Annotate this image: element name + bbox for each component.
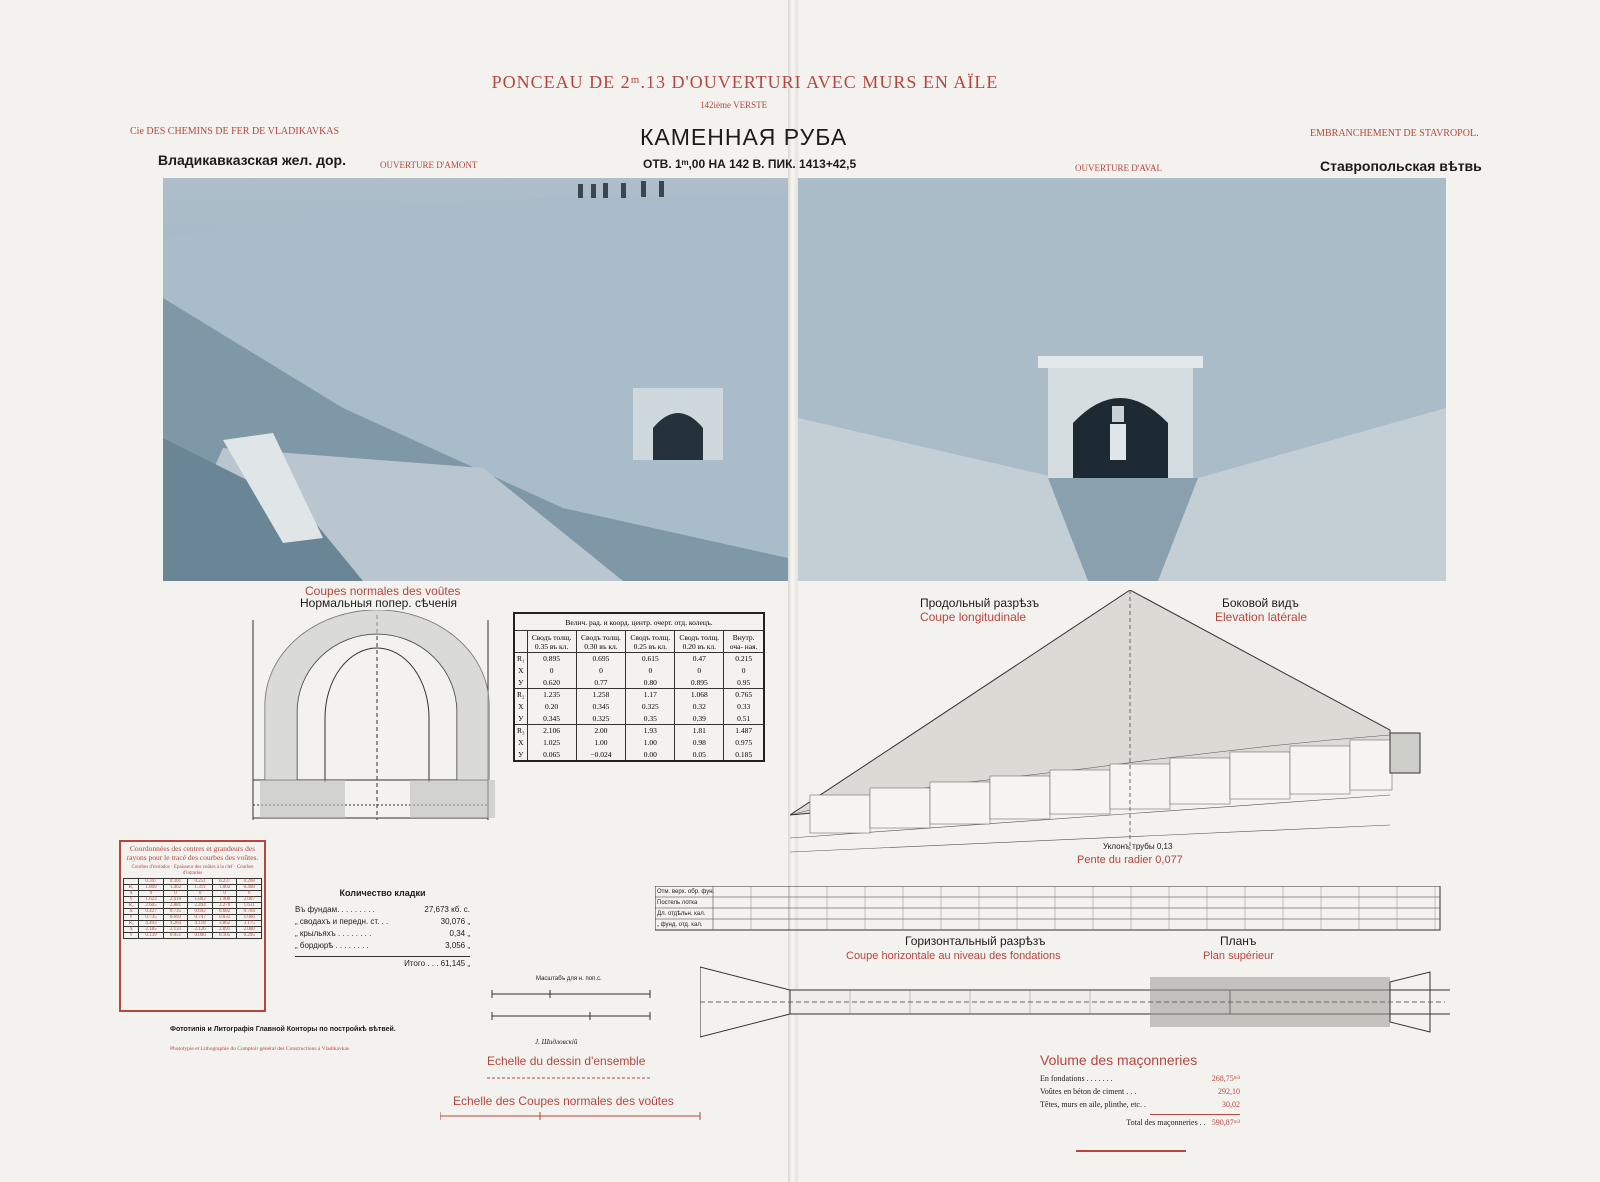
- coord-row-key: У: [514, 749, 527, 761]
- kladka-rows: [295, 904, 470, 952]
- red-table-col: 0.237: [212, 879, 237, 885]
- plan-ru: Планъ: [1220, 934, 1257, 948]
- red-table-cell: 2.881: [163, 903, 188, 909]
- red-table-cell: 0: [139, 891, 164, 897]
- red-table-cell: 1.462: [163, 885, 188, 891]
- red-table-cell: 0.105: [212, 933, 237, 939]
- red-table-col: 0.251: [188, 879, 213, 885]
- company-fr: Cie DES CHEMINS DE FER DE VLADIKAVKAS: [130, 126, 340, 137]
- printer-fr: Phototypie et Lithographie du Comptoir général des Constructions à Vladikavkas: [170, 1046, 350, 1052]
- coord-cell: 0.695: [576, 653, 626, 665]
- red-table-cell: X: [124, 891, 139, 897]
- red-table-cell: 0.427: [139, 909, 164, 915]
- coord-table-row: [514, 737, 764, 749]
- red-table-cell: R₃: [124, 921, 139, 927]
- red-table-cell: X: [124, 909, 139, 915]
- red-table-cell: 2.091: [212, 927, 237, 933]
- red-table-cell: 3.175: [237, 921, 262, 927]
- profile-table: [655, 886, 1445, 932]
- coord-cell: 1.025: [527, 737, 576, 749]
- red-table-col: 0.347: [139, 879, 164, 885]
- red-table-cell: 0.682: [212, 909, 237, 915]
- coord-cell: 1.258: [576, 689, 626, 701]
- coord-cell: 0.615: [626, 653, 675, 665]
- red-table-cell: 1.002: [212, 885, 237, 891]
- branch-ru: Ставропольская вѣтвь: [1320, 158, 1482, 174]
- red-table-cell: 1.809: [139, 885, 164, 891]
- plan-fr: Plan supérieur: [1203, 950, 1274, 962]
- kladka-value: 30,076 „: [440, 917, 470, 926]
- volume-total-row: [1040, 1118, 1240, 1127]
- verste-label: 142ième VERSTE: [700, 100, 768, 110]
- scale-bars: [490, 984, 655, 1034]
- red-table-cell: 0.295: [237, 933, 262, 939]
- red-coord-box: [119, 840, 266, 1012]
- kladka-total: Итого . . . 61,145 „: [295, 956, 470, 968]
- coupes-fr: Coupes normales des voûtes: [305, 584, 461, 598]
- red-table-cell: 2.126: [188, 927, 213, 933]
- coord-row-key: У: [514, 677, 527, 689]
- plan-drawing: [700, 962, 1450, 1042]
- coord-row-key: R₁: [514, 653, 527, 665]
- profile-labels: [657, 887, 714, 931]
- red-table-col: 0.208: [237, 879, 262, 885]
- coord-cell: 0.77: [576, 677, 626, 689]
- bottom-rule: [1076, 1150, 1186, 1152]
- coord-cell: 0.620: [527, 677, 576, 689]
- arch-section-drawing: [235, 610, 505, 825]
- coord-row-key: R₂: [514, 689, 527, 701]
- coord-cell: 0.185: [724, 749, 764, 761]
- kladka-label: „ сводахъ и передн. ст. . .: [295, 917, 389, 926]
- company-ru: Владикавказская жел. дор.: [158, 152, 346, 168]
- red-table-cell: 2.270: [212, 903, 237, 909]
- coord-cell: 2.00: [576, 725, 626, 737]
- photo-downstream-art: [798, 178, 1446, 581]
- red-table-col: 0.301: [163, 879, 188, 885]
- red-table-cell: 0.051: [163, 933, 188, 939]
- red-table-cell: Y: [124, 897, 139, 903]
- coord-cell: 0.765: [724, 689, 764, 701]
- longi-fr: Coupe longitudinale: [920, 610, 1027, 624]
- coord-col: Сводъ толщ. 0.35 въ кл.: [527, 631, 576, 653]
- coord-col: Сводъ толщ. 0.30 въ кл.: [576, 631, 626, 653]
- red-table-cell: 1.311: [188, 885, 213, 891]
- scale-coupes: Echelle des Coupes normales des voûtes: [453, 1094, 674, 1108]
- side-fr: Elevation latérale: [1215, 610, 1308, 624]
- kladka-block: [295, 888, 470, 968]
- horiz-ru: Горизонтальный разрѣзъ: [905, 934, 1046, 948]
- volume-value: 292,10: [1218, 1087, 1240, 1096]
- coord-cell: 0.20: [527, 701, 576, 713]
- branch-fr: EMBRANCHEMENT DE STAVROPOL.: [1310, 128, 1479, 139]
- volume-row: [1040, 1098, 1240, 1111]
- coord-cell: 0.39: [675, 713, 724, 725]
- coord-cell: 1.00: [626, 737, 675, 749]
- coord-table-body: [514, 653, 764, 761]
- volume-rule: [1150, 1114, 1240, 1115]
- coord-cell: 0.35: [626, 713, 675, 725]
- coord-table-row: [514, 653, 764, 665]
- coord-col: Сводъ толщ. 0.20 въ кл.: [675, 631, 724, 653]
- coord-cell: 1.81: [675, 725, 724, 737]
- red-table-cell: 0.692: [188, 909, 213, 915]
- coord-row-key: X: [514, 737, 527, 749]
- red-table-cell: 0.704: [237, 909, 262, 915]
- volume-total-label: Total des maçonneries . .: [1126, 1118, 1206, 1127]
- red-box-title: Coordonnées des centres et grandeurs des rayons pour le tracé des courbes des voûtes.: [126, 844, 259, 862]
- coord-table-row: [514, 689, 764, 701]
- coord-cell: −0.024: [576, 749, 626, 761]
- red-table-cell: 3.862: [212, 921, 237, 927]
- scale-coupes-bar: [440, 1110, 710, 1124]
- coord-cell: 0.33: [724, 701, 764, 713]
- coord-col: Внутр. оча- ная.: [724, 631, 764, 653]
- coord-cell: 0.325: [576, 713, 626, 725]
- scale-ensemble: Echelle du dessin d'ensemble: [487, 1054, 646, 1068]
- kladka-label: „ крыльяхъ . . . . . . . .: [295, 929, 372, 938]
- coord-table-row: [514, 725, 764, 737]
- volume-label: Voûtes en béton de ciment . . .: [1040, 1087, 1137, 1096]
- red-table-cell: 2.133: [163, 927, 188, 933]
- coord-table-row: [514, 713, 764, 725]
- red-table-cell: 4.264: [163, 921, 188, 927]
- red-table-cell: 2.007: [237, 897, 262, 903]
- longi-ru: Продольный разрѣзъ: [920, 596, 1040, 610]
- kladka-value: 3,056 „: [445, 941, 470, 950]
- coord-cell: 0.065: [527, 749, 576, 761]
- coord-cell: 1.487: [724, 725, 764, 737]
- coord-row-key: X: [514, 701, 527, 713]
- coord-cell: 0.345: [527, 713, 576, 725]
- coord-cell: 0.895: [675, 677, 724, 689]
- coord-cell: 1.17: [626, 689, 675, 701]
- coord-col: Сводъ толщ. 0.25 въ кл.: [626, 631, 675, 653]
- red-table-cell: 2.494: [188, 903, 213, 909]
- red-table-cell: X: [124, 927, 139, 933]
- red-table-cell: 0.693: [163, 915, 188, 921]
- coord-cell: 0: [724, 665, 764, 677]
- red-table-cell: 2.605: [139, 903, 164, 909]
- profile-label: „ фунд. отд. кал.: [657, 922, 703, 928]
- coord-cell: 1.235: [527, 689, 576, 701]
- signature: J. Шидловскій: [535, 1038, 578, 1046]
- kladka-label: „ бордюрѣ . . . . . . . .: [295, 941, 369, 950]
- coord-col-blank: [514, 631, 527, 653]
- red-table-cell: 2.185: [139, 927, 164, 933]
- red-table-cell: Y: [124, 933, 139, 939]
- volume-title: Volume des maçonneries: [1040, 1052, 1198, 1068]
- kladka-row: [295, 928, 470, 940]
- coord-cell: 1.93: [626, 725, 675, 737]
- ru-subtitle: ОТВ. 1ᵐ,00 НА 142 В. ПИК. 1413+42,5: [643, 157, 857, 171]
- red-table-cell: 0: [212, 891, 237, 897]
- photo-upstream-art: [163, 178, 788, 581]
- printer-ru: Фототипія и Литографія Главной Конторы по постройкѣ вѣтвей.: [170, 1026, 396, 1033]
- red-table-cell: 0.747: [188, 915, 213, 921]
- red-table-cell: 0.000: [188, 933, 213, 939]
- kladka-row: [295, 940, 470, 952]
- coord-table-header: Велич. рад. и коорд. центр. очерт. отд. колецъ.: [514, 613, 764, 631]
- red-table-cell: 0.832: [212, 915, 237, 921]
- kladka-row: [295, 916, 470, 928]
- main-title: PONCEAU DE 2ᵐ.13 D'OUVERTURI AVEC MURS EN AÏLE: [491, 72, 999, 92]
- coord-cell: 0.345: [576, 701, 626, 713]
- red-table-cell: 0.408: [237, 885, 262, 891]
- red-table-cell: R₁: [124, 885, 139, 891]
- coord-cell: 0: [576, 665, 626, 677]
- red-box-table: [123, 878, 262, 939]
- horiz-fr: Coupe horizontale au niveau des fondations: [846, 950, 1061, 962]
- coord-cell: 0.00: [626, 749, 675, 761]
- kladka-value: 0,34 „: [449, 929, 470, 938]
- profile-label: Дл. отдѣльн. кал.: [657, 911, 706, 917]
- red-table-cell: 0.735: [163, 909, 188, 915]
- upstream-label: OUVERTURE D'AMONT: [380, 160, 478, 170]
- downstream-label: OUVERTURE D'AVAL: [1075, 163, 1163, 173]
- red-table-cell: 2.610: [163, 897, 188, 903]
- coord-row-key: X: [514, 665, 527, 677]
- coord-cell: 0.51: [724, 713, 764, 725]
- coord-cell: 0.215: [724, 653, 764, 665]
- coord-cell: 0.05: [675, 749, 724, 761]
- red-table-cell: 1.900: [212, 897, 237, 903]
- side-ru: Боковой видъ: [1222, 596, 1299, 610]
- coord-cell: 0.895: [527, 653, 576, 665]
- coord-cell: 0.98: [675, 737, 724, 749]
- red-table-cell: 4.118: [188, 921, 213, 927]
- coupes-ru: Нормальныя попер. сѣченія: [300, 596, 458, 610]
- kladka-label: Въ фундам. . . . . . . . .: [295, 905, 375, 914]
- slope-fr: Pente du radier 0,077: [1077, 854, 1183, 866]
- coord-cell: 0.325: [626, 701, 675, 713]
- coord-table-row: [514, 677, 764, 689]
- coord-cell: 1.068: [675, 689, 724, 701]
- coord-cell: 0: [675, 665, 724, 677]
- kladka-value: 27,673 кб. с.: [424, 905, 470, 914]
- coord-cell: 2.106: [527, 725, 576, 737]
- coord-cell: 0.47: [675, 653, 724, 665]
- red-table-cell: 0.139: [139, 933, 164, 939]
- coord-cell: 0.975: [724, 737, 764, 749]
- longitudinal-section: [790, 590, 1450, 860]
- volume-value: 30,02: [1222, 1100, 1240, 1109]
- scale-ensemble-bar: [487, 1072, 657, 1084]
- volume-row: [1040, 1072, 1240, 1085]
- red-table-cell: 0: [163, 891, 188, 897]
- profile-label: Постель лотка: [657, 900, 698, 906]
- coord-row-key: У: [514, 713, 527, 725]
- slope-ru: Уклонъ трубы 0,13: [1103, 842, 1173, 851]
- red-box-sub: Courbes d'extrados · Epaisseur des voûtes à la clef · Courbes d'intrados: [131, 865, 254, 876]
- kladka-title: Количество кладки: [339, 888, 426, 898]
- coord-cell: 0.32: [675, 701, 724, 713]
- red-table-cell: R₂: [124, 903, 139, 909]
- coord-table-row: [514, 749, 764, 761]
- red-table-cell: 0.735: [139, 915, 164, 921]
- coord-row-key: R₃: [514, 725, 527, 737]
- coord-cell: 0: [626, 665, 675, 677]
- red-table-cell: 1.066: [237, 915, 262, 921]
- coord-cell: 1.00: [576, 737, 626, 749]
- volume-total-value: 590,87ᵐ³: [1211, 1118, 1240, 1127]
- volume-label: Têtes, murs en aile, plinthe, etc. .: [1040, 1100, 1146, 1109]
- volume-block: [1040, 1052, 1240, 1127]
- red-table-cell: 1.802: [188, 897, 213, 903]
- red-table-cell: Y: [124, 915, 139, 921]
- red-table-cell: 0: [237, 891, 262, 897]
- ru-title: КАМЕННАЯ РУБА: [640, 124, 848, 150]
- red-table-cell: 2.080: [237, 927, 262, 933]
- volume-row: [1040, 1085, 1240, 1098]
- profile-label: Отм. верх. обр. фун.: [657, 889, 715, 895]
- photo-downstream: [798, 178, 1446, 581]
- photo-upstream: [163, 178, 788, 581]
- coord-table-row: [514, 665, 764, 677]
- coord-cell: 0: [527, 665, 576, 677]
- red-table-cell: 1.623: [139, 897, 164, 903]
- coord-cell: 0.80: [626, 677, 675, 689]
- kladka-row: [295, 904, 470, 916]
- coord-cell: 0.95: [724, 677, 764, 689]
- red-table-cell: 0: [188, 891, 213, 897]
- red-table-cell: 1.631: [237, 903, 262, 909]
- volume-label: En fondations . . . . . . .: [1040, 1074, 1113, 1083]
- red-table-row: [124, 933, 262, 939]
- volume-rows: [1040, 1072, 1240, 1111]
- scale-ru: Масштабъ для н. поп.с.: [536, 976, 602, 982]
- coord-table-row: [514, 701, 764, 713]
- volume-value: 268,75ᵐ³: [1211, 1074, 1240, 1083]
- coord-table: [513, 612, 765, 762]
- red-table-cell: 4.493: [139, 921, 164, 927]
